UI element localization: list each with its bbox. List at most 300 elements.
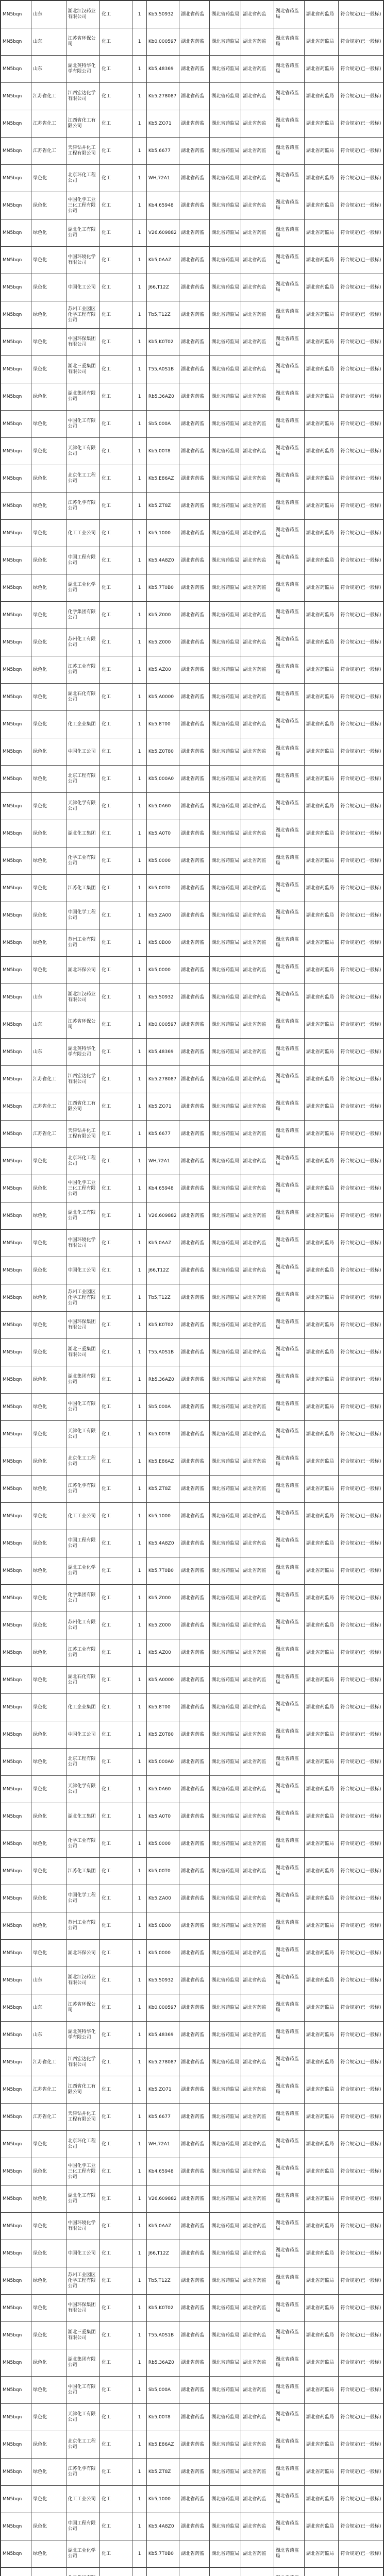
table-cell: 湖北省药监局 bbox=[210, 1312, 241, 1339]
table-cell: Kb5,50932 bbox=[146, 1967, 179, 1994]
table-cell: MN5bqn bbox=[1, 1011, 31, 1039]
table-cell: MN5bqn bbox=[1, 547, 31, 574]
table-cell: 化工 bbox=[100, 1421, 132, 1448]
table-cell: 湖北省药监 bbox=[241, 2349, 274, 2377]
table-cell: 符合规定(已一般标) bbox=[339, 711, 383, 738]
table-cell: 湖北省药监局 bbox=[274, 2076, 304, 2104]
table-row bbox=[1, 2240, 383, 2267]
table-cell: Kb5,4A8Z0 bbox=[146, 547, 179, 574]
table-cell: 化工 bbox=[100, 656, 132, 684]
table-cell: 1 bbox=[132, 219, 146, 247]
table-cell: 1 bbox=[132, 56, 146, 83]
table-cell: MN5bqn bbox=[1, 629, 31, 656]
table-cell: 湖北省药监局 bbox=[274, 1230, 304, 1257]
table-cell: 1 bbox=[132, 2486, 146, 2513]
table-cell: 绿色化 bbox=[31, 820, 66, 848]
table-cell: 化工 bbox=[100, 1612, 132, 1639]
table-cell: 1 bbox=[132, 1885, 146, 1912]
table-cell: 1 bbox=[132, 1066, 146, 1093]
table-cell: 化工 bbox=[100, 2076, 132, 2104]
table-cell: 湖北工业化学公司 bbox=[66, 1557, 99, 1585]
table-row bbox=[1, 1585, 383, 1612]
table-cell: 湖北环保公司 bbox=[66, 1940, 99, 1967]
table-row bbox=[1, 2076, 383, 2104]
table-cell: 符合规定(已一般标) bbox=[339, 1994, 383, 2022]
table-cell: Kb5,Z000 bbox=[146, 602, 179, 629]
table-cell: 湖北省药监局 bbox=[210, 1066, 241, 1093]
table-row bbox=[1, 2322, 383, 2349]
table-cell: 湖北省药监局 bbox=[304, 520, 338, 547]
table-cell: 湖北省药监 bbox=[241, 1994, 274, 2022]
table-cell: 化工 bbox=[100, 165, 132, 192]
table-cell: 符合规定(已一般标) bbox=[339, 1, 383, 28]
table-cell: 绿色化 bbox=[31, 1749, 66, 1776]
table-cell: 湖北省药监局 bbox=[304, 1394, 338, 1421]
table-cell: 天津化学有限公司 bbox=[66, 793, 99, 820]
table-cell: MN5bqn bbox=[1, 274, 31, 301]
table-cell: 湖北省药监局 bbox=[304, 2049, 338, 2076]
table-cell: 湖北省药监 bbox=[241, 957, 274, 984]
table-cell: 湖北省药监局 bbox=[210, 1284, 241, 1312]
table-cell: 江苏省环保公司 bbox=[66, 1994, 99, 2022]
table-cell: 中国化学工业三化工程有限公司 bbox=[66, 2158, 99, 2185]
table-cell: MN5bqn bbox=[1, 110, 31, 138]
table-cell: 湖北省药监局 bbox=[274, 1257, 304, 1284]
table-cell: 1 bbox=[132, 1803, 146, 1831]
table-cell: 湖北英特华化学有限公司 bbox=[66, 1039, 99, 1066]
table-cell: 湖北省药监局 bbox=[210, 1530, 241, 1557]
table-cell: 湖北省药监局 bbox=[210, 1557, 241, 1585]
table-cell: V26,609882 bbox=[146, 2185, 179, 2213]
table-cell: 湖北省药监局 bbox=[210, 1421, 241, 1448]
table-cell: 湖北省药监局 bbox=[274, 56, 304, 83]
table-cell: Kb5,6677 bbox=[146, 1121, 179, 1148]
table-cell: 湖北工业化学公司 bbox=[66, 574, 99, 602]
table-cell: 1 bbox=[132, 1257, 146, 1284]
table-cell: 化工 bbox=[100, 547, 132, 574]
table-cell: 湖北省药监局 bbox=[210, 547, 241, 574]
table-cell: MN5bqn bbox=[1, 684, 31, 711]
table-cell bbox=[100, 2568, 132, 2576]
table-cell: 化工 bbox=[100, 1858, 132, 1885]
table-cell: MN5bqn bbox=[1, 1503, 31, 1530]
table-cell: 湖北省药监局 bbox=[274, 2486, 304, 2513]
table-row bbox=[1, 356, 383, 383]
table-cell: 化工 bbox=[100, 138, 132, 165]
table-cell: MN5bqn bbox=[1, 192, 31, 219]
table-cell: 绿色化 bbox=[31, 520, 66, 547]
table-cell: MN5bqn bbox=[1, 2295, 31, 2322]
table-cell: 1 bbox=[132, 875, 146, 902]
table-row bbox=[1, 684, 383, 711]
table-cell: 湖北省药监局 bbox=[304, 2322, 338, 2349]
table-cell: 湖北省药监 bbox=[241, 2377, 274, 2404]
table-cell: 湖北省药监局 bbox=[210, 1803, 241, 1831]
table-cell: Kb5,6677 bbox=[146, 138, 179, 165]
table-cell: 符合规定(已一般标) bbox=[339, 1257, 383, 1284]
table-cell: 湖北省药监 bbox=[241, 274, 274, 301]
table-cell: 湖北英特华化学有限公司 bbox=[66, 56, 99, 83]
table-cell: 化工 bbox=[100, 929, 132, 957]
table-cell: MN5bqn bbox=[1, 1394, 31, 1421]
table-cell: 1 bbox=[132, 493, 146, 520]
table-cell: 符合规定(已一般标) bbox=[339, 138, 383, 165]
table-cell: WH,72A1 bbox=[146, 2131, 179, 2158]
table-cell: MN5bqn bbox=[1, 1530, 31, 1557]
table-cell: 湖北省药监局 bbox=[210, 1202, 241, 1230]
table-cell: 湖北省药监 bbox=[241, 1, 274, 28]
table-cell: 1 bbox=[132, 28, 146, 56]
table-cell: 符合规定(已一般标) bbox=[339, 629, 383, 656]
table-cell: 江苏化工集团 bbox=[66, 875, 99, 902]
table-cell: Kb5,ZO71 bbox=[146, 2076, 179, 2104]
table-cell: 湖北省药监局 bbox=[304, 1257, 338, 1284]
table-cell: 湖北省药监局 bbox=[274, 493, 304, 520]
table-cell: 化工 bbox=[100, 110, 132, 138]
table-row bbox=[1, 83, 383, 110]
table-cell: 符合规定(已一般标) bbox=[339, 1011, 383, 1039]
table-cell: MN5bqn bbox=[1, 656, 31, 684]
table-cell: 湖北省药监局 bbox=[274, 1039, 304, 1066]
table-cell: 绿色化 bbox=[31, 602, 66, 629]
table-cell: 江苏工业有限公司 bbox=[66, 1639, 99, 1667]
table-cell: 绿色化 bbox=[31, 2486, 66, 2513]
table-cell: Kb5,AZ00 bbox=[146, 1639, 179, 1667]
table-cell: 山东 bbox=[31, 1, 66, 28]
table-cell: 湖北三爱集团有限公司 bbox=[66, 356, 99, 383]
table-cell: 湖北省药监局 bbox=[274, 1, 304, 28]
table-cell: 绿色化 bbox=[31, 2213, 66, 2240]
table-cell: 绿色化 bbox=[31, 1230, 66, 1257]
table-cell: 符合规定(已一般标) bbox=[339, 1230, 383, 1257]
table-row bbox=[1, 329, 383, 356]
table-cell: 湖北省药监 bbox=[241, 1257, 274, 1284]
table-cell: 化工 bbox=[100, 192, 132, 219]
table-cell: 湖北英特华化学有限公司 bbox=[66, 2022, 99, 2049]
table-cell: 绿色化 bbox=[31, 1148, 66, 1175]
table-cell: 湖北省药监局 bbox=[274, 902, 304, 929]
table-cell: 1 bbox=[132, 1366, 146, 1394]
table-cell: 湖北省药监局 bbox=[304, 1940, 338, 1967]
table-cell: 湖北省药监 bbox=[241, 875, 274, 902]
table-cell: 1 bbox=[132, 2049, 146, 2076]
table-cell: 化学集团有限公司 bbox=[66, 602, 99, 629]
table-cell: Kb5,ZT8Z bbox=[146, 493, 179, 520]
table-cell: 湖北省药监 bbox=[179, 411, 210, 438]
table-cell: 湖北省药监局 bbox=[210, 2240, 241, 2267]
table-cell: 湖北省药监局 bbox=[304, 1039, 338, 1066]
table-cell: 湖北省药监 bbox=[241, 1721, 274, 1749]
table-cell: 1 bbox=[132, 2185, 146, 2213]
table-cell: 湖北省药监 bbox=[241, 1557, 274, 1585]
table-cell: 1 bbox=[132, 1503, 146, 1530]
table-cell: 湖北省药监局 bbox=[304, 957, 338, 984]
table-cell: 湖北省药监 bbox=[241, 574, 274, 602]
table-cell: 1 bbox=[132, 984, 146, 1011]
table-cell: 绿色化 bbox=[31, 2431, 66, 2459]
table-cell: 湖北省药监 bbox=[241, 1448, 274, 1476]
table-cell: 湖北省药监局 bbox=[210, 1503, 241, 1530]
table-cell: 符合规定(已一般标) bbox=[339, 1667, 383, 1694]
table-cell: 江苏化学有限公司 bbox=[66, 2459, 99, 2486]
table-cell: 湖北省药监 bbox=[241, 1530, 274, 1557]
table-cell: 湖北省药监 bbox=[241, 1121, 274, 1148]
table-cell: 符合规定(已一般标) bbox=[339, 1121, 383, 1148]
table-cell: 中国化学工业三化工程有限公司 bbox=[66, 192, 99, 219]
table-cell: 湖北省药监局 bbox=[274, 957, 304, 984]
table-cell: 湖北省药监局 bbox=[274, 1612, 304, 1639]
table-cell bbox=[179, 2568, 210, 2576]
table-cell: 湖北省药监局 bbox=[274, 547, 304, 574]
table-cell: 湖北省药监 bbox=[179, 848, 210, 875]
table-cell: 湖北省药监 bbox=[241, 1967, 274, 1994]
table-cell: 绿色化 bbox=[31, 1339, 66, 1366]
table-cell: 湖北省药监 bbox=[179, 274, 210, 301]
table-cell: 湖北省药监局 bbox=[304, 2267, 338, 2295]
table-row bbox=[1, 957, 383, 984]
table-cell: 1 bbox=[132, 2431, 146, 2459]
table-cell: 湖北化工有限公司 bbox=[66, 1202, 99, 1230]
table-cell: 绿色化 bbox=[31, 1858, 66, 1885]
table-cell: Kb5,4A8Z0 bbox=[146, 2513, 179, 2540]
table-cell: MN5bqn bbox=[1, 2349, 31, 2377]
table-cell: 化工 bbox=[100, 629, 132, 656]
table-cell: 湖北省药监 bbox=[179, 2404, 210, 2431]
table-cell: 湖北省药监 bbox=[241, 219, 274, 247]
table-cell: Kb5,50932 bbox=[146, 1, 179, 28]
table-cell: Kb5,A0000 bbox=[146, 684, 179, 711]
table-cell: 湖北省药监局 bbox=[274, 1831, 304, 1858]
table-cell: 湖北工业化学公司 bbox=[66, 2540, 99, 2568]
table-row bbox=[1, 547, 383, 574]
table-row bbox=[1, 793, 383, 820]
table-cell: 湖北省药监 bbox=[179, 83, 210, 110]
table-cell: 江苏省环保公司 bbox=[66, 28, 99, 56]
table-cell: 湖北省药监局 bbox=[274, 2459, 304, 2486]
table-cell: 符合规定(已一般标) bbox=[339, 1202, 383, 1230]
table-cell: 符合规定(已一般标) bbox=[339, 329, 383, 356]
table-cell: 化学工业有限公司 bbox=[66, 848, 99, 875]
table-cell: MN5bqn bbox=[1, 2049, 31, 2076]
table-cell: 化工 bbox=[100, 574, 132, 602]
table-cell: 湖北省药监局 bbox=[274, 929, 304, 957]
table-cell: Kb5,A0000 bbox=[146, 1667, 179, 1694]
table-cell: 湖北省药监局 bbox=[210, 848, 241, 875]
table-cell: 湖北省药监局 bbox=[304, 1093, 338, 1121]
table-cell: 化工 bbox=[100, 1667, 132, 1694]
table-cell: 湖北省药监局 bbox=[304, 493, 338, 520]
table-cell: 绿色化 bbox=[31, 1503, 66, 1530]
table-cell: MN5bqn bbox=[1, 1476, 31, 1503]
table-row bbox=[1, 465, 383, 493]
table-row bbox=[1, 1093, 383, 1121]
table-cell: 湖北省药监局 bbox=[274, 684, 304, 711]
table-cell: 化工 bbox=[100, 1121, 132, 1148]
table-cell: 湖北省药监 bbox=[241, 820, 274, 848]
table-cell: 绿色化 bbox=[31, 929, 66, 957]
table-row bbox=[1, 1421, 383, 1448]
table-cell: 化工 bbox=[100, 1476, 132, 1503]
table-cell: 绿色化 bbox=[31, 711, 66, 738]
table-cell: 湖北省药监 bbox=[179, 2267, 210, 2295]
table-cell: 化工 bbox=[100, 1585, 132, 1612]
table-cell: 湖北省药监局 bbox=[210, 1257, 241, 1284]
table-cell: 湖北省药监局 bbox=[210, 520, 241, 547]
table-row bbox=[1, 929, 383, 957]
table-cell: 绿色化 bbox=[31, 656, 66, 684]
table-cell: 湖北省药监局 bbox=[274, 301, 304, 329]
table-cell: 湖北省药监局 bbox=[210, 1612, 241, 1639]
table-cell: Sb5,000A bbox=[146, 1394, 179, 1421]
register-table bbox=[1, 1, 383, 2576]
table-row bbox=[1, 1230, 383, 1257]
table-cell: 湖北江汉药业有限公司 bbox=[66, 1967, 99, 1994]
table-row bbox=[1, 2267, 383, 2295]
table-cell: V26,609882 bbox=[146, 219, 179, 247]
table-cell: 湖北省药监局 bbox=[274, 1448, 304, 1476]
table-cell: 湖北省药监局 bbox=[304, 2486, 338, 2513]
table-cell: 湖北省药监局 bbox=[304, 1230, 338, 1257]
table-cell: MN5bqn bbox=[1, 1421, 31, 1448]
table-cell: 湖北省药监局 bbox=[210, 1667, 241, 1694]
table-cell: 绿色化 bbox=[31, 2404, 66, 2431]
table-cell: 湖北省药监 bbox=[179, 1831, 210, 1858]
table-cell: 绿色化 bbox=[31, 793, 66, 820]
table-cell: 化工 bbox=[100, 1284, 132, 1312]
table-cell: 1 bbox=[132, 2213, 146, 2240]
table-cell: 符合规定(已一般标) bbox=[339, 2213, 383, 2240]
table-cell: MN5bqn bbox=[1, 438, 31, 465]
table-cell: 1 bbox=[132, 1011, 146, 1039]
table-cell: MN5bqn bbox=[1, 793, 31, 820]
table-cell: 湖北省药监局 bbox=[304, 1066, 338, 1093]
table-cell: 中国化工公司 bbox=[66, 1721, 99, 1749]
table-cell: 绿色化 bbox=[31, 1557, 66, 1585]
table-cell bbox=[66, 2568, 99, 2576]
table-cell: 苏州工业园区化学工程有限公司 bbox=[66, 2267, 99, 2295]
table-cell: 绿色化 bbox=[31, 738, 66, 766]
table-cell: MN5bqn bbox=[1, 602, 31, 629]
table-cell: 绿色化 bbox=[31, 1476, 66, 1503]
table-cell: 绿色化 bbox=[31, 301, 66, 329]
table-cell: 湖北省药监局 bbox=[274, 2431, 304, 2459]
table-cell: 化工 bbox=[100, 411, 132, 438]
table-cell: 江苏省环保公司 bbox=[66, 1011, 99, 1039]
table-cell: 湖北省药监 bbox=[179, 1284, 210, 1312]
table-cell: 湖北省药监局 bbox=[274, 356, 304, 383]
table-cell: 化工 bbox=[100, 1776, 132, 1803]
table-cell: 中国环保集团有限公司 bbox=[66, 1312, 99, 1339]
table-cell: 绿色化 bbox=[31, 957, 66, 984]
table-cell: 绿色化 bbox=[31, 629, 66, 656]
table-cell: 湖北省药监局 bbox=[304, 83, 338, 110]
table-cell: 天津化工有限公司 bbox=[66, 438, 99, 465]
table-cell: 湖北省药监局 bbox=[304, 247, 338, 274]
table-cell: 化工 bbox=[100, 1940, 132, 1967]
table-cell: 湖北省药监局 bbox=[210, 1694, 241, 1721]
table-cell: 1 bbox=[132, 957, 146, 984]
table-cell: 江西省化工有限公司 bbox=[66, 2076, 99, 2104]
table-cell: 符合规定(已一般标) bbox=[339, 2349, 383, 2377]
table-cell: MN5bqn bbox=[1, 56, 31, 83]
table-cell: 湖北省药监局 bbox=[210, 1912, 241, 1940]
table-cell: 符合规定(已一般标) bbox=[339, 1858, 383, 1885]
table-cell: Kb5,00T8 bbox=[146, 2404, 179, 2431]
table-cell: 湖北省药监局 bbox=[274, 1503, 304, 1530]
table-cell: 湖北省药监局 bbox=[274, 1994, 304, 2022]
table-cell: 湖北省药监 bbox=[241, 1202, 274, 1230]
table-cell: 湖北省药监局 bbox=[210, 602, 241, 629]
table-cell: 湖北省药监 bbox=[241, 656, 274, 684]
table-cell: 湖北省药监局 bbox=[304, 929, 338, 957]
table-cell: Kb5,0B00 bbox=[146, 1912, 179, 1940]
table-cell: 湖北省药监 bbox=[179, 2377, 210, 2404]
table-cell: 1 bbox=[132, 165, 146, 192]
table-cell: 湖北省药监局 bbox=[274, 629, 304, 656]
table-cell: 符合规定(已一般标) bbox=[339, 2158, 383, 2185]
table-cell: 湖北省药监局 bbox=[274, 2049, 304, 2076]
table-cell: 1 bbox=[132, 1312, 146, 1339]
table-row bbox=[1, 2158, 383, 2185]
table-row bbox=[1, 1, 383, 28]
table-cell: MN5bqn bbox=[1, 848, 31, 875]
table-row bbox=[1, 192, 383, 219]
table-cell: 1 bbox=[132, 2322, 146, 2349]
table-cell: 湖北省药监 bbox=[179, 192, 210, 219]
table-cell: 1 bbox=[132, 820, 146, 848]
table-cell: 化工 bbox=[100, 793, 132, 820]
table-cell: 化工 bbox=[100, 2131, 132, 2158]
table-cell: 湖北省药监局 bbox=[304, 28, 338, 56]
table-cell: 湖北省药监局 bbox=[304, 1011, 338, 1039]
table-cell: 绿色化 bbox=[31, 165, 66, 192]
table-cell: 化工 bbox=[100, 2540, 132, 2568]
table-cell: 湖北省药监 bbox=[241, 110, 274, 138]
table-cell: 湖北省药监局 bbox=[304, 574, 338, 602]
table-cell: 湖北省药监局 bbox=[274, 1093, 304, 1121]
table-cell: MN5bqn bbox=[1, 929, 31, 957]
table-cell: 湖北省药监局 bbox=[210, 984, 241, 1011]
table-cell: 湖北省药监局 bbox=[210, 2131, 241, 2158]
table-cell: T55,A0S1B bbox=[146, 1339, 179, 1366]
table-cell: 化工 bbox=[100, 438, 132, 465]
table-cell: 湖北省药监局 bbox=[304, 766, 338, 793]
table-cell: MN5bqn bbox=[1, 329, 31, 356]
table-cell: Kb0,000597 bbox=[146, 1994, 179, 2022]
table-cell: 符合规定(已一般标) bbox=[339, 984, 383, 1011]
table-cell: 化工 bbox=[100, 2049, 132, 2076]
table-cell: 1 bbox=[132, 2158, 146, 2185]
table-cell: 符合规定(已一般标) bbox=[339, 301, 383, 329]
table-cell: 湖北省药监 bbox=[179, 1366, 210, 1394]
table-cell: 1 bbox=[132, 1, 146, 28]
table-cell: 湖北省药监 bbox=[179, 547, 210, 574]
table-cell: Kb5,K0T02 bbox=[146, 1312, 179, 1339]
table-cell: 湖北省药监 bbox=[241, 2513, 274, 2540]
table-cell: 湖北省药监局 bbox=[210, 28, 241, 56]
table-cell: 湖北省药监局 bbox=[304, 165, 338, 192]
table-cell: 湖北省药监局 bbox=[274, 2404, 304, 2431]
table-cell: 符合规定(已一般标) bbox=[339, 547, 383, 574]
table-cell: 湖北省药监 bbox=[241, 383, 274, 411]
table-cell: 湖北省药监局 bbox=[304, 2349, 338, 2377]
table-cell: 湖北省药监局 bbox=[304, 1476, 338, 1503]
table-cell: 湖北省药监 bbox=[179, 766, 210, 793]
table-row bbox=[1, 2404, 383, 2431]
table-cell: 湖北省药监局 bbox=[210, 1940, 241, 1967]
table-cell: Kb5,K0T02 bbox=[146, 329, 179, 356]
table-cell: 1 bbox=[132, 1612, 146, 1639]
